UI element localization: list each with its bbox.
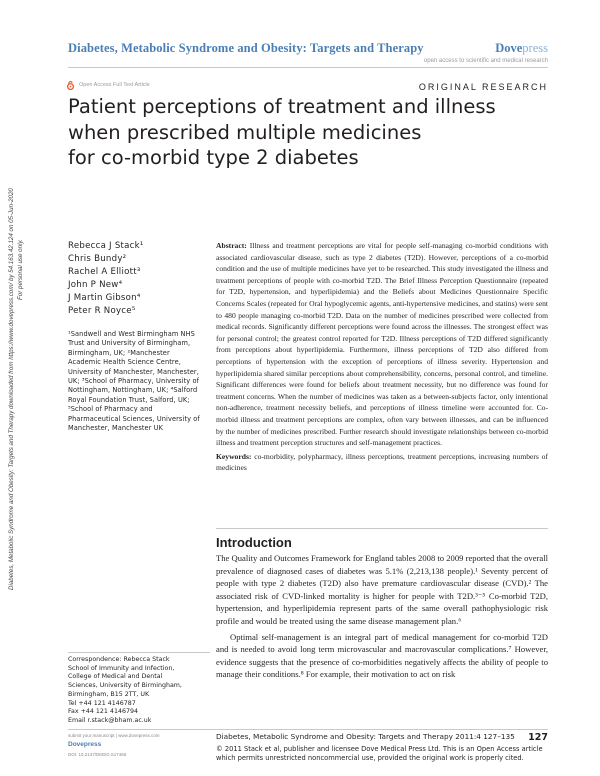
intro-paragraph: The Quality and Outcomes Framework for England tables 2008 to 2009 reported that the overall prevalence of diagnosed cases of diabetes was 5.1% (2,213,138 people).¹ Seventy percent of people with type 2 diabetes (T2D) also have premature cardiovascular disease (CVD).² The associated risk of CVD-linked mortality is higher for people with T2D.³⁻⁵ Co-morbid T2D, hypertension, and hyperlipidemia represent parts of the same overall pathophysiologic risk profile and would be treated using the same disease management plan.⁶ (216, 553, 548, 626)
abstract (216, 240, 548, 474)
author: Peter R Noyce⁵ (68, 306, 136, 316)
author-list (68, 240, 144, 318)
citation: Diabetes, Metabolic Syndrome and Obesity: Targets and Therapy 2011:4 127–135 (216, 732, 515, 741)
correspondence-line: Tel +44 121 4146787 (68, 699, 136, 707)
keywords-label: Keywords: (216, 451, 252, 461)
abstract-divider (216, 528, 548, 529)
intro-paragraph: Optimal self-management is an integral part of medical management for co-morbid T2D and is needed to avoid long term microvascular and macrovascular complications.⁷ However, evidence suggests that the presence of co-morbidities negatively affects the ability of people to manage their conditions.⁸ For example, their motivation to act on risk (216, 631, 548, 680)
correspondence (68, 656, 208, 726)
correspondence-line: Birmingham, B15 2TT, UK (68, 690, 150, 698)
header-divider (68, 67, 548, 68)
article-type: ORIGINAL RESEARCH (418, 82, 548, 92)
copyright: © 2011 Stack et al, publisher and licensee Dove Medical Press Ltd. This is an Open Access article which permits unrestricted noncommercial use, provided the original work is properly cited. (216, 745, 543, 762)
download-note (8, 90, 34, 590)
correspondence-email[interactable]: Email r.stack@bham.ac.uk (68, 716, 152, 724)
author: Rachel A Elliott³ (68, 267, 141, 277)
footer-divider (68, 729, 548, 730)
publisher-tagline: open access to scientific and medical research (423, 58, 548, 64)
abstract-body (216, 240, 548, 449)
download-note-line2: For personal use only. (17, 239, 24, 300)
footer-brand: Dovepress (68, 741, 102, 748)
author: Chris Bundy² (68, 254, 127, 264)
journal-title: Diabetes, Metabolic Syndrome and Obesity: Targets and Therapy (68, 41, 424, 55)
open-access-icon (66, 81, 75, 90)
title-line: Patient perceptions of treatment and illness (68, 95, 496, 118)
correspondence-line: School of Immunity and Infection, (68, 664, 175, 672)
keywords (216, 451, 548, 474)
publisher-logo[interactable] (495, 41, 548, 56)
abstract-label: Abstract: (216, 241, 247, 250)
page-number: 127 (528, 732, 548, 743)
open-access-label: Open Access Full Text Article (79, 82, 150, 88)
keywords-text: co-morbidity, polypharmacy, illness perceptions, treatment perceptions, increasing numbers of medicines (216, 451, 548, 473)
submit-link[interactable]: submit your manuscript | www.dovepress.com (68, 733, 160, 738)
author: Rebecca J Stack¹ (68, 241, 144, 251)
correspondence-line: Fax +44 121 4146794 (68, 708, 138, 716)
brand-light: press (522, 41, 548, 55)
intro-heading: Introduction (216, 535, 292, 550)
intro-body (216, 552, 548, 681)
title-line: when prescribed multiple medicines (68, 120, 422, 144)
brand-bold: Dove (495, 41, 523, 55)
author: John P New⁴ (68, 280, 123, 290)
doi[interactable]: DOI: 10.2147/DMSO.S17466 (68, 752, 127, 757)
correspondence-line: Sciences, University of Birmingham, (68, 682, 182, 690)
article-title (68, 94, 538, 171)
abstract-text: Illness and treatment perceptions are vital for people self-managing co-morbid conditions with associated cardiovascular disease, such as type 2 diabetes (T2D). However, perceptions of a co-morbid condition and the use of multiple medicines have yet to be researched. This study investigated the illness and treatment perceptions of people with co-morbid T2D. The Brief Illness Perception Questionnaire (repeated for T2D, hypertension, and hyperlipidemia) and the Beliefs about Medicines Questionnaire Specific Concerns Scales (repeated for Oral hypoglycemic agents, anti-hypertensive medicines, and statins) were sent to 480 people managing co-morbid T2D. Data on the number of medicines prescribed were collected from medical records. Significantly different perceptions were found across the illnesses. The strongest effect was for personal control; the greatest control reported for T2D. Illness perceptions of T2D differed significantly from perceptions about hyperlipidemia. Furthermore, illness perceptions of T2D also differed from perceptions of hypertension with the exception of perceptions of illness severity. Hypertension and hyperlipidemia shared similar perceptions about comprehensibility, concerns, personal control, and timeline. Significant differences were found for beliefs about treatment necessity, but no difference was found for treatment concerns. When the number of medicines was taken as a between-subjects factor, only intentional non-adherence, treatment necessity beliefs, and perceptions of illness timeline were accounted for. Co-morbid illness and treatment perceptions are complex, often vary between illnesses, and can be influenced by the number of medicines prescribed. Further research should investigate relationships between co-morbid illness and treatment perception structures and self-management practices. (216, 241, 548, 448)
download-note-line1: Diabetes, Metabolic Syndrome and Obesity: Targets and Therapy downloaded from https://www.dovepress.com/ by 54.163.42.124 on 05-Jun-2020 (8, 188, 15, 590)
title-line: for co-morbid type 2 diabetes (68, 146, 359, 169)
correspondence-line: Correspondence: Rebecca Stack (68, 656, 170, 663)
correspondence-divider (68, 652, 210, 653)
correspondence-line: College of Medical and Dental (68, 673, 163, 681)
author: J Martin Gibson⁴ (68, 293, 141, 303)
affiliations: ¹Sandwell and West Birmingham NHS Trust and University of Birmingham, Birmingham, UK; ²Manchester Academic Health Science Centre, University of Manchester, Manchester, UK; ³School of Pharmacy, University of Nottingham, Nottingham, UK; ⁴Salford Royal Foundation Trust, Salford, UK; ⁵School of Pharmacy and Pharmaceutical Sciences, University of Manchester, Manchester UK (68, 330, 200, 433)
